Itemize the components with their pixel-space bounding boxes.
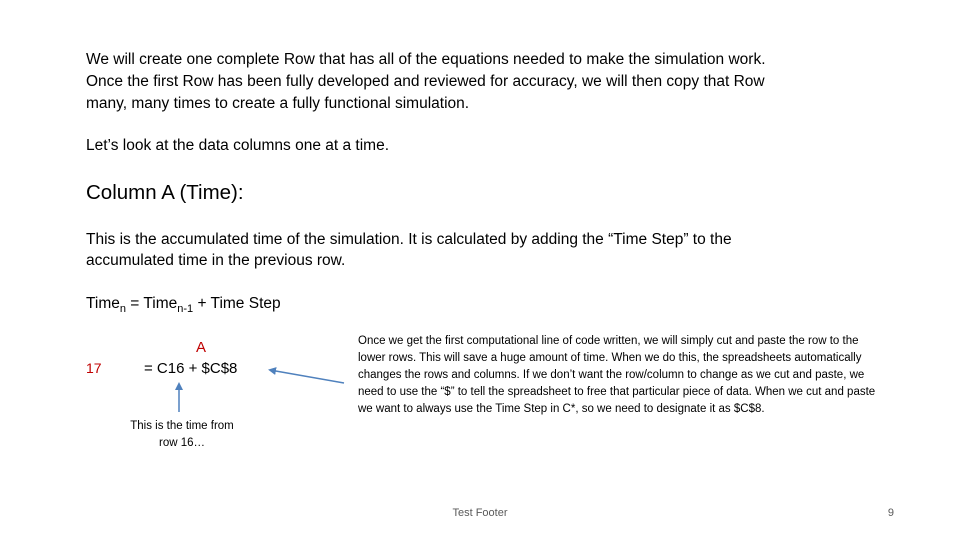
page-number: 9 xyxy=(887,507,894,519)
formula-lhs: Time xyxy=(86,295,120,312)
formula-equals: = xyxy=(126,295,144,312)
intro-paragraph: We will create one complete Row that has all of the equations needed to make the simulation work. Once the first Row has been fully developed and reviewed for accuracy, we will then copy that Row many, many times to create a fully functional simulation. xyxy=(86,51,766,112)
row-number: 17 xyxy=(86,360,102,376)
section-heading: Column A (Time): xyxy=(86,181,244,204)
left-note: This is the time from row 16… xyxy=(130,420,234,449)
formula-term1: Time xyxy=(143,295,178,312)
look-line: Let’s look at the data columns one at a time. xyxy=(86,137,390,154)
formula-term1-subscript: n-1 xyxy=(177,303,194,315)
formula-lhs-subscript: n xyxy=(119,303,126,315)
column-description: This is the accumulated time of the simulation. It is calculated by adding the “Time Step” to the accumulated time in the previous row. xyxy=(86,231,732,269)
formula-rest: + Time Step xyxy=(193,295,281,312)
slide-footer: Test Footer xyxy=(452,507,508,519)
column-letter: A xyxy=(196,339,207,356)
right-note: Once we get the first computational line of code written, we will simply cut and paste the row to the lower rows. This will save a huge amount of time. When we do this, the spreadsheets automatically changes the rows and columns. If we don’t want the row/column to change as we cut and paste, we need to use the “$” to tell the spreadsheet to free that particular piece of data. When we cut and paste we want to always use the Time Step in C*, so we need to designate it as $C$8. xyxy=(358,335,876,415)
arrow-to-c8 xyxy=(270,370,344,383)
cell-formula: = C16 + $C$8 xyxy=(144,360,238,377)
